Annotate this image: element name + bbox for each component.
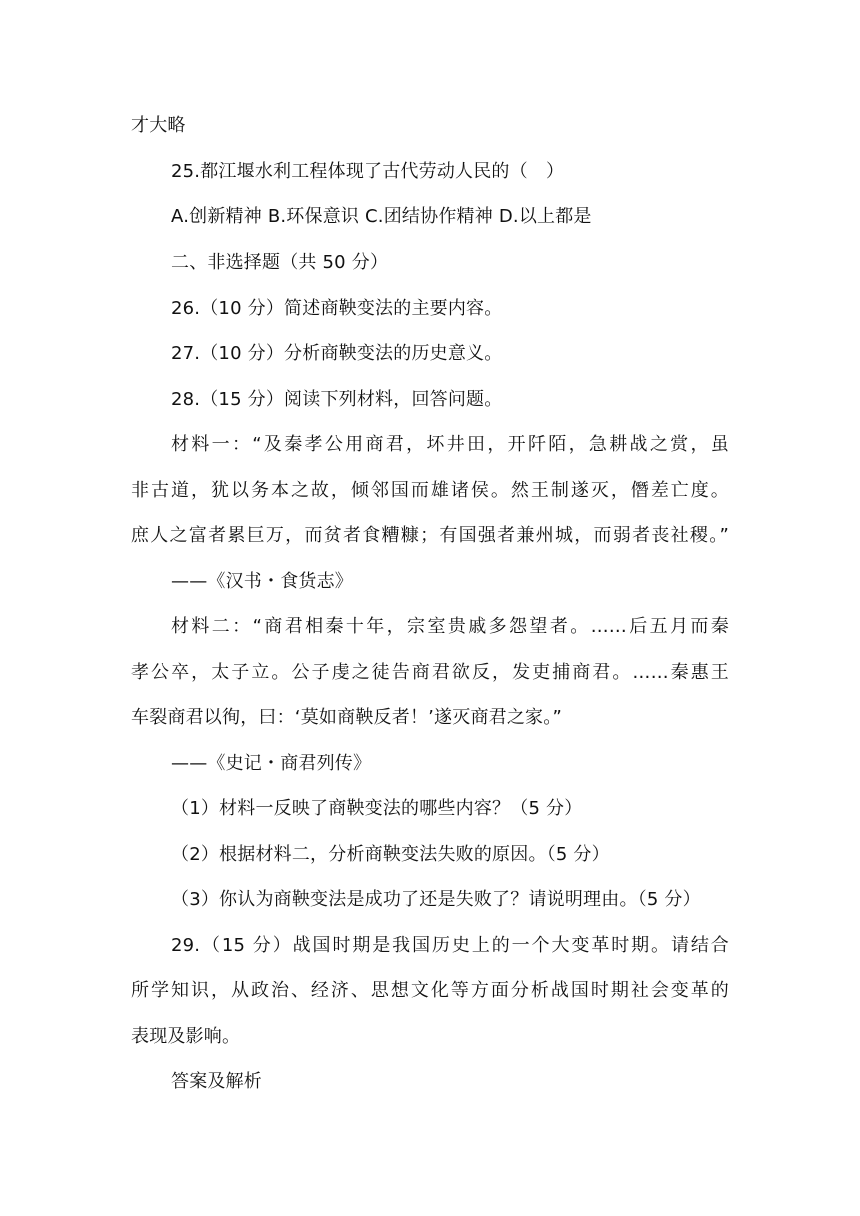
question-25: 25.都江堰水利工程体现了古代劳动人民的（ ） bbox=[171, 161, 565, 182]
material-one-line-1: 材料一：“及秦孝公用商君，坏井田，开阡陌，急耕战之赏，虽 bbox=[171, 434, 729, 455]
sub-question-3: （3）你认为商鞅变法是成功了还是失败了？请说明理由。（5 分） bbox=[171, 889, 701, 910]
question-28: 28.（15 分）阅读下列材料，回答问题。 bbox=[171, 389, 503, 410]
material-two-source: ——《史记・商君列传》 bbox=[171, 753, 372, 774]
material-one-source: ——《汉书・食货志》 bbox=[171, 571, 353, 592]
material-one-line-3: 庶人之富者累巨万，而贫者食糟糠；有国强者兼州城，而弱者丧社稷。” bbox=[131, 525, 729, 546]
material-two-line-2: 孝公卒，太子立。公子虔之徒告商君欲反，发吏捕商君。……秦惠王 bbox=[131, 662, 729, 683]
question-27: 27.（10 分）分析商鞅变法的历史意义。 bbox=[171, 343, 503, 364]
question-29-line-1: 29.（15 分）战国时期是我国历史上的一个大变革时期。请结合 bbox=[171, 935, 729, 956]
material-two-line-1: 材料二：“商君相秦十年，宗室贵戚多怨望者。……后五月而秦 bbox=[171, 616, 729, 637]
question-29-line-2: 所学知识，从政治、经济、思想文化等方面分析战国时期社会变革的 bbox=[131, 980, 729, 1001]
answers-heading: 答案及解析 bbox=[171, 1071, 262, 1092]
sub-question-1: （1）材料一反映了商鞅变法的哪些内容？（5 分） bbox=[171, 798, 583, 819]
sub-question-2: （2）根据材料二，分析商鞅变法失败的原因。（5 分） bbox=[171, 844, 610, 865]
question-25-options: A.创新精神 B.环保意识 C.团结协作精神 D.以上都是 bbox=[171, 206, 592, 227]
text-line-1: 才大略 bbox=[131, 115, 186, 136]
question-29-line-3: 表现及影响。 bbox=[131, 1026, 241, 1047]
material-two-line-3: 车裂商君以徇，曰：‘莫如商鞅反者！’遂灭商君之家。” bbox=[131, 707, 562, 728]
section-heading-non-choice: 二、非选择题（共 50 分） bbox=[171, 252, 389, 273]
question-26: 26.（10 分）简述商鞅变法的主要内容。 bbox=[171, 298, 503, 319]
material-one-line-2: 非古道，犹以务本之故，倾邻国而雄诸侯。然王制遂灭，僭差亡度。 bbox=[131, 480, 729, 501]
